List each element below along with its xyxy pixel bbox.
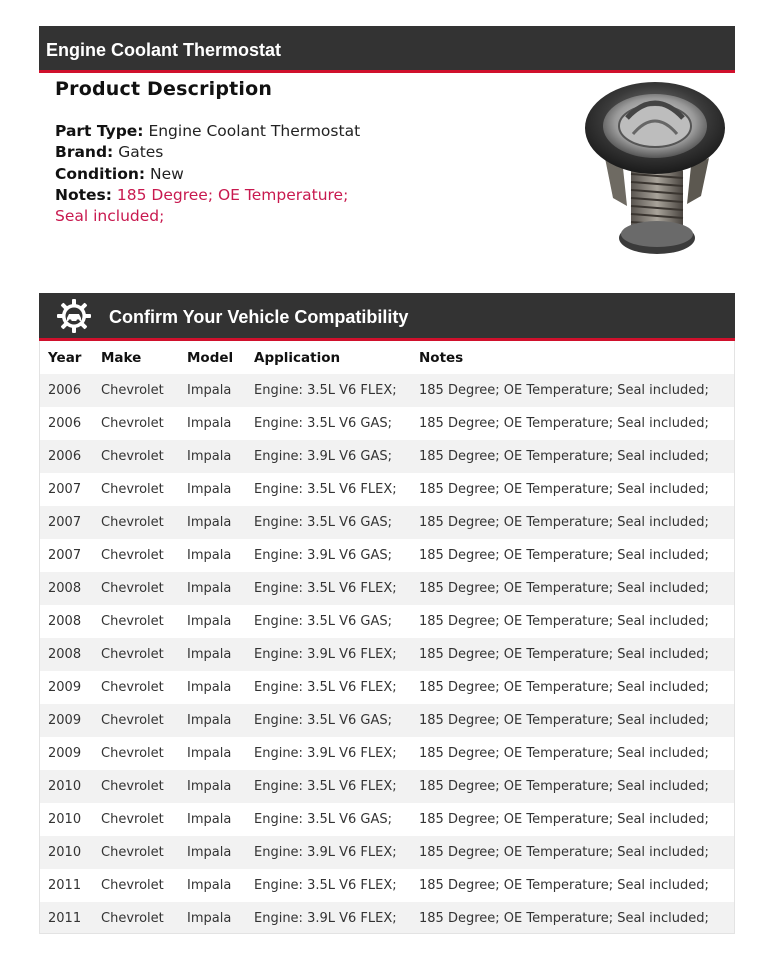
cell-application: Engine: 3.9L V6 GAS; (254, 449, 393, 464)
column-header-application: Application (254, 349, 341, 366)
cell-application: Engine: 3.5L V6 GAS; (254, 713, 393, 728)
cell-make: Chevrolet (101, 416, 164, 431)
cell-model: Impala (187, 614, 232, 629)
cell-model: Impala (187, 779, 232, 794)
column-header-year: Year (48, 349, 82, 366)
cell-model: Impala (187, 878, 232, 893)
cell-notes: 185 Degree; OE Temperature; Seal included; (419, 911, 709, 926)
cell-year: 2010 (48, 812, 82, 827)
table-row (40, 605, 734, 638)
table-row (40, 539, 734, 572)
cell-notes: 185 Degree; OE Temperature; Seal included; (419, 779, 709, 794)
cell-notes: 185 Degree; OE Temperature; Seal included; (419, 746, 709, 761)
cell-application: Engine: 3.9L V6 GAS; (254, 548, 393, 563)
cell-application: Engine: 3.5L V6 GAS; (254, 416, 393, 431)
gear-car-icon (56, 298, 92, 334)
table-row (40, 902, 734, 934)
cell-model: Impala (187, 449, 232, 464)
cell-application: Engine: 3.5L V6 FLEX; (254, 482, 397, 497)
spec-value: Engine Coolant Thermostat (148, 122, 361, 140)
compatibility-heading: Confirm Your Vehicle Compatibility (109, 307, 409, 327)
compatibility-table-wrapper (39, 341, 735, 934)
table-row (40, 869, 734, 902)
cell-notes: 185 Degree; OE Temperature; Seal included; (419, 416, 709, 431)
cell-year: 2007 (48, 548, 82, 563)
cell-notes: 185 Degree; OE Temperature; Seal included; (419, 878, 709, 893)
cell-model: Impala (187, 482, 232, 497)
product-image (583, 78, 733, 263)
cell-year: 2006 (48, 383, 82, 398)
cell-make: Chevrolet (101, 713, 164, 728)
cell-notes: 185 Degree; OE Temperature; Seal included; (419, 449, 709, 464)
table-row (40, 440, 734, 473)
title-bar (39, 26, 735, 73)
page-title: Engine Coolant Thermostat (46, 39, 282, 60)
cell-make: Chevrolet (101, 614, 164, 629)
cell-notes: 185 Degree; OE Temperature; Seal included; (419, 713, 709, 728)
thermostat-image (583, 78, 733, 263)
table-row (40, 374, 734, 407)
cell-application: Engine: 3.5L V6 GAS; (254, 515, 393, 530)
cell-make: Chevrolet (101, 845, 164, 860)
product-description (55, 78, 385, 227)
cell-make: Chevrolet (101, 812, 164, 827)
cell-notes: 185 Degree; OE Temperature; Seal included; (419, 812, 709, 827)
table-row (40, 770, 734, 803)
cell-year: 2009 (48, 713, 82, 728)
cell-make: Chevrolet (101, 515, 164, 530)
cell-model: Impala (187, 647, 232, 662)
cell-application: Engine: 3.5L V6 FLEX; (254, 581, 397, 596)
cell-notes: 185 Degree; OE Temperature; Seal included; (419, 647, 709, 662)
cell-make: Chevrolet (101, 911, 164, 926)
spec-brand (55, 142, 385, 163)
cell-notes: 185 Degree; OE Temperature; Seal included; (419, 548, 709, 563)
cell-year: 2010 (48, 779, 82, 794)
table-header-row (40, 341, 734, 374)
table-row (40, 407, 734, 440)
spec-value: New (150, 164, 184, 183)
cell-model: Impala (187, 845, 232, 860)
cell-application: Engine: 3.5L V6 FLEX; (254, 779, 397, 794)
cell-make: Chevrolet (101, 746, 164, 761)
cell-make: Chevrolet (101, 383, 164, 398)
column-header-make: Make (101, 349, 142, 366)
cell-application: Engine: 3.5L V6 GAS; (254, 614, 393, 629)
cell-application: Engine: 3.5L V6 FLEX; (254, 878, 397, 893)
cell-notes: 185 Degree; OE Temperature; Seal included; (419, 515, 709, 530)
table-row (40, 638, 734, 671)
cell-year: 2010 (48, 845, 82, 860)
cell-notes: 185 Degree; OE Temperature; Seal included; (419, 383, 709, 398)
cell-notes: 185 Degree; OE Temperature; Seal included; (419, 614, 709, 629)
cell-make: Chevrolet (101, 878, 164, 893)
table-row (40, 836, 734, 869)
cell-model: Impala (187, 383, 232, 398)
table-row (40, 803, 734, 836)
cell-year: 2007 (48, 482, 82, 497)
cell-year: 2008 (48, 581, 82, 596)
cell-make: Chevrolet (101, 449, 164, 464)
cell-model: Impala (187, 713, 232, 728)
spec-label: Part Type: (55, 122, 144, 140)
cell-application: Engine: 3.5L V6 GAS; (254, 812, 393, 827)
cell-year: 2009 (48, 746, 82, 761)
spec-condition (55, 164, 385, 185)
cell-year: 2008 (48, 614, 82, 629)
cell-notes: 185 Degree; OE Temperature; Seal included; (419, 845, 709, 860)
description-heading: Product Description (55, 78, 273, 100)
cell-model: Impala (187, 911, 232, 926)
cell-make: Chevrolet (101, 647, 164, 662)
cell-application: Engine: 3.5L V6 FLEX; (254, 383, 397, 398)
cell-model: Impala (187, 416, 232, 431)
cell-year: 2008 (48, 647, 82, 662)
cell-make: Chevrolet (101, 779, 164, 794)
compatibility-table (40, 341, 734, 934)
table-row (40, 473, 734, 506)
spec-label: Brand: (55, 143, 114, 162)
cell-notes: 185 Degree; OE Temperature; Seal included; (419, 482, 709, 497)
cell-application: Engine: 3.9L V6 FLEX; (254, 746, 397, 761)
spec-label: Condition: (55, 164, 146, 183)
cell-make: Chevrolet (101, 482, 164, 497)
spec-label: Notes: (55, 185, 112, 204)
cell-make: Chevrolet (101, 680, 164, 695)
spec-value: Gates (118, 143, 164, 162)
cell-make: Chevrolet (101, 581, 164, 596)
cell-year: 2007 (48, 515, 82, 530)
table-row (40, 572, 734, 605)
table-row (40, 737, 734, 770)
cell-make: Chevrolet (101, 548, 164, 563)
column-header-model: Model (187, 349, 234, 366)
cell-year: 2009 (48, 680, 82, 695)
spec-value: 185 Degree; OE Temperature; Seal included; (55, 185, 349, 226)
cell-year: 2006 (48, 416, 82, 431)
spec-list (55, 121, 385, 227)
cell-application: Engine: 3.9L V6 FLEX; (254, 845, 397, 860)
column-header-notes: Notes (419, 349, 464, 366)
cell-year: 2011 (48, 878, 82, 893)
cell-model: Impala (187, 680, 232, 695)
cell-model: Impala (187, 548, 232, 563)
spec-part-type (55, 121, 385, 142)
cell-application: Engine: 3.9L V6 FLEX; (254, 647, 397, 662)
cell-notes: 185 Degree; OE Temperature; Seal included; (419, 581, 709, 596)
spec-notes (55, 185, 385, 228)
cell-application: Engine: 3.9L V6 FLEX; (254, 911, 397, 926)
compatibility-bar (39, 293, 735, 341)
cell-year: 2011 (48, 911, 82, 926)
cell-model: Impala (187, 515, 232, 530)
table-row (40, 704, 734, 737)
cell-application: Engine: 3.5L V6 FLEX; (254, 680, 397, 695)
cell-notes: 185 Degree; OE Temperature; Seal included; (419, 680, 709, 695)
cell-model: Impala (187, 812, 232, 827)
cell-year: 2006 (48, 449, 82, 464)
cell-model: Impala (187, 746, 232, 761)
cell-model: Impala (187, 581, 232, 596)
table-row (40, 671, 734, 704)
table-row (40, 506, 734, 539)
